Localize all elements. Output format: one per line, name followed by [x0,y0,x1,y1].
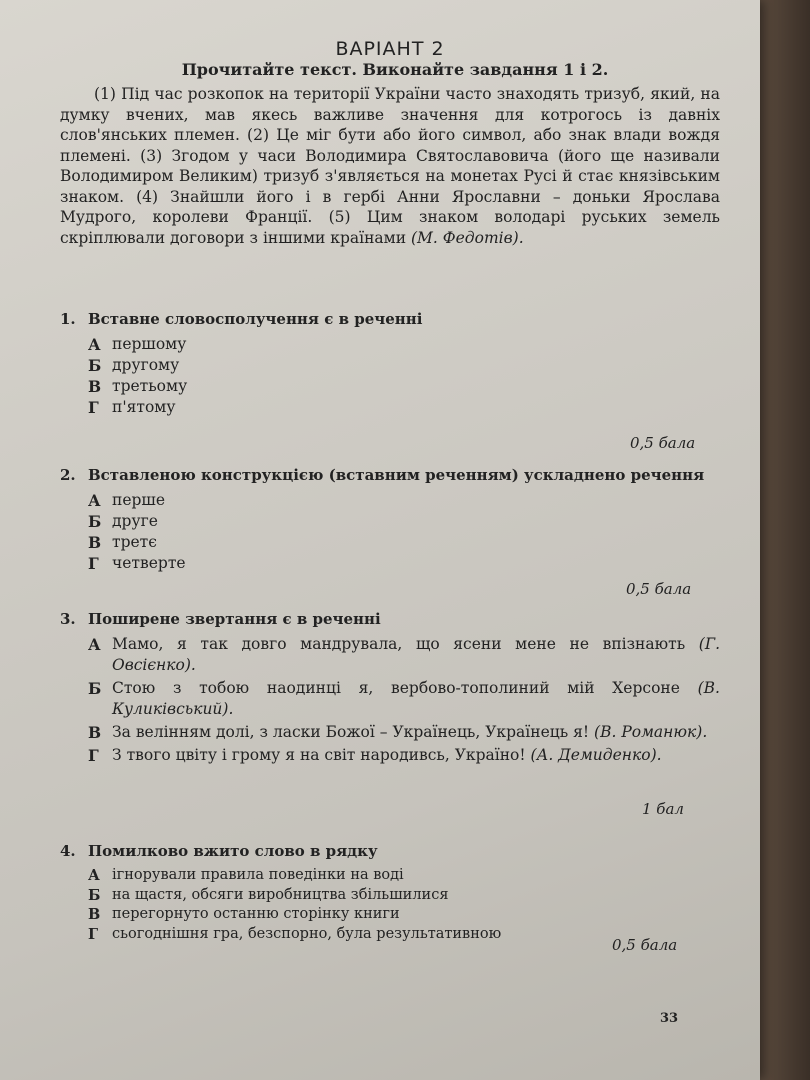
option-letter: А [88,635,101,654]
question-3 [60,610,720,768]
answer-option[interactable] [88,397,720,418]
question-1 [60,310,720,418]
option-letter: В [88,377,102,396]
question-text: Вставне словосполучення є в реченні [88,310,423,328]
option-letter: А [88,335,101,354]
option-text: Мамо, я так довго мандрувала, що ясени мене не впізнають [112,635,686,653]
answer-option[interactable] [88,553,720,574]
option-letter: Г [88,746,99,765]
question-title [60,842,720,860]
option-author: (Г. Овсієнко). [112,635,721,674]
answer-options [60,866,720,944]
answer-option[interactable] [88,886,720,906]
score-label: 0,5 бала [626,580,692,598]
answer-option[interactable] [88,334,720,355]
question-text: Поширене звертання є в реченні [88,610,381,628]
answer-options [60,634,720,766]
option-letter: Г [88,925,99,943]
option-letter: Б [88,679,102,698]
option-letter: В [88,723,102,742]
question-2 [60,466,720,574]
question-title [60,310,720,328]
option-text: другому [112,356,180,374]
question-title [60,466,720,484]
passage-text: (1) Під час розкопок на території України часто знаходять тризуб, який, на думку вчених, мав якесь важливе значення для котрогось із давніх слов'янських племен. (2) Це міг бути або його символ, або знак влади вождя племені. (3) Згодом у часи Володимира Святославовича (його ще називали Володимиром Великим) тризуб з'являється на монетах Русі й стає князівським знаком. (4) Знайшли його і в гербі Анни Ярославни – доньки Ярослава Мудрого, королеви Франції. (5) Цим знаком володарі руських земель скріплювали договори з іншими країнами [60,85,720,247]
option-text: друге [112,512,158,530]
question-text: Вставленою конструкцією (вставним реченням) ускладнено речення [88,466,705,484]
question-title [60,610,720,628]
option-text: перегорнуто останню сторінку книги [112,906,400,922]
score-label: 1 бал [642,800,684,818]
question-number: 3. [60,610,76,628]
answer-option[interactable] [88,722,720,743]
answer-option[interactable] [88,745,720,766]
answer-option[interactable] [88,634,720,676]
option-text: ігнорували правила поведінки на воді [112,867,404,883]
question-number: 4. [60,842,76,860]
option-letter: В [88,533,102,552]
option-text: четверте [112,554,186,572]
option-letter: Б [88,512,102,531]
variant-heading: ВАРІАНТ 2 [335,38,445,60]
answer-option[interactable] [88,511,720,532]
option-letter: А [88,491,101,510]
option-letter: А [88,867,100,884]
reading-passage [60,84,720,248]
answer-options [60,490,720,574]
question-number: 1. [60,310,76,328]
option-text: третьому [112,377,188,395]
answer-option[interactable] [88,532,720,553]
score-label: 0,5 бала [630,434,696,452]
option-letter: Б [88,356,102,375]
question-number: 2. [60,466,76,484]
answer-option[interactable] [88,678,720,720]
instruction-heading: Прочитайте текст. Виконайте завдання 1 і 2. [181,60,609,79]
answer-option[interactable] [88,866,720,886]
option-text: третє [112,533,157,551]
option-author: (А. Демиденко). [530,746,662,764]
answer-option[interactable] [88,490,720,511]
option-text: перше [112,491,166,509]
question-4 [60,842,720,944]
option-author: (В. Романюк). [594,723,708,741]
passage-author: (М. Федотів). [411,228,524,247]
option-text: З твого цвіту і грому я на світ народивсь, Україно! [112,746,526,764]
answer-option[interactable] [88,376,720,397]
answer-option[interactable] [88,355,720,376]
answer-option[interactable] [88,905,720,925]
option-letter: Б [88,886,101,904]
page-number: 33 [660,1011,679,1026]
option-text: на щастя, обсяги виробництва збільшилися [112,886,449,903]
option-text: першому [112,335,187,353]
option-letter: Г [88,554,99,573]
option-letter: В [88,906,101,923]
answer-options [60,334,720,418]
option-text: За велінням долі, з ласки Божої – Українець, Українець я! [112,723,590,741]
score-label: 0,5 бала [612,936,678,954]
option-letter: Г [88,398,99,417]
option-author: (В. Куликівський). [112,679,720,718]
option-text: п'ятому [112,398,176,416]
question-text: Помилково вжито слово в рядку [88,842,378,860]
option-text: Стою з тобою наодинці я, вербово-тополиний мій Херсоне [112,679,680,697]
option-text: сьогоднішня гра, безспорно, була результативною [112,925,502,942]
